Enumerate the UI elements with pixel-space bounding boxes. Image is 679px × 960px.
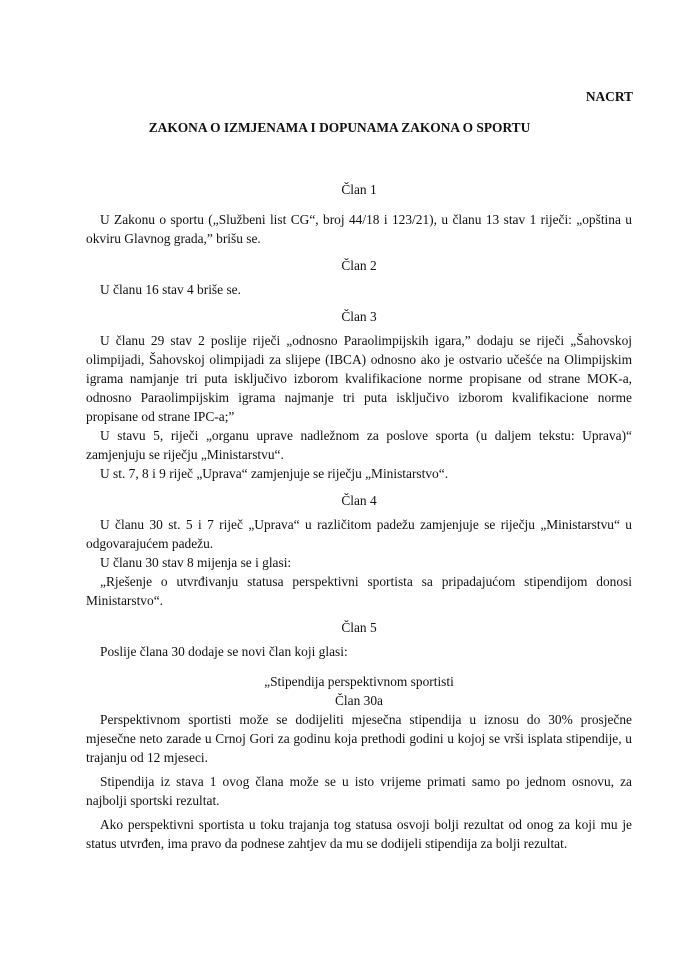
article-3-paragraph-2: U stavu 5, riječi „organu uprave nadležnom za poslove sporta (u daljem tekstu: Uprava)“ zamjenjuju se riječju „Ministarstvu“. — [86, 428, 632, 462]
article-30a-paragraph-1: Perspektivnom sportisti može se dodijeliti mjesečna stipendija u iznosu do 30% prosječne mjesečne neto zarade u Crnoj Gori za godinu koja prethodi godini u kojoj se vrši isplata stipendije, u trajanju od 12 mjeseci. — [86, 712, 632, 765]
article-3-paragraph-3: U st. 7, 8 i 9 riječ „Uprava“ zamjenjuje se riječju „Ministarstvo“. — [100, 466, 449, 481]
article-3-heading: Član 3 — [341, 309, 377, 324]
article-2-paragraph-1: U članu 16 stav 4 briše se. — [100, 282, 241, 297]
article-3-paragraph-1: U članu 29 stav 2 poslije riječi „odnosno Paraolimpijskih igara,” dodaju se riječi „Šahovskoj olimpijadi, Šahovskoj olimpijadi za slijepe (IBCA) odnosno ako je ostvario učešće na Olimpijskim igrama namjanje tri puta isključivo izborom kvalifikacione norme propisane od strane MOK-a, odnosno Paraolimpijskim igrama najmanje tri puta isključivo izborom kvalifikacione norme propisane od strane IPC-a;” — [86, 333, 632, 424]
document-body — [86, 180, 632, 853]
article-4-paragraph-2: U članu 30 stav 8 mijenja se i glasi: — [100, 555, 292, 570]
article-2-heading: Član 2 — [341, 258, 377, 273]
article-4-paragraph-3: „Rješenje o utvrđivanju statusa perspektivni sportista sa pripadajućom stipendijom donosi Ministarstvo“. — [86, 574, 632, 608]
article-1-paragraph-1: U Zakonu o sportu („Službeni list CG“, broj 44/18 i 123/21), u članu 13 stav 1 riječi: „opština u okviru Glavnog grada,” brišu se. — [86, 212, 632, 246]
article-30a-paragraph-3: Ako perspektivni sportista u toku trajanja tog statusa osvoji bolji rezultat od onog za koji mu je status utvrđen, ima pravo da podnese zahtjev da mu se dodijeli stipendija za bolji rezultat. — [86, 817, 632, 851]
draft-label: NACRT — [585, 89, 633, 104]
document-title: ZAKONA O IZMJENAMA I DOPUNAMA ZAKONA O SPORTU — [148, 120, 531, 135]
article-4-paragraph-1: U članu 30 st. 5 i 7 riječ „Uprava“ u različitom padežu zamjenjuje se riječju „Ministarstvu“ u odgovarajućem padežu. — [86, 517, 632, 551]
article-4-heading: Član 4 — [341, 493, 377, 508]
article-30a-paragraph-2: Stipendija iz stava 1 ovog člana može se u isto vrijeme primati samo po jednom osnovu, za najbolji sportski rezultat. — [86, 774, 632, 808]
article-1-heading: Član 1 — [341, 182, 377, 197]
article-30a-subtitle: „Stipendija perspektivnom sportisti — [264, 674, 454, 689]
article-5-heading: Član 5 — [341, 620, 377, 635]
article-5-paragraph-1: Poslije člana 30 dodaje se novi član koji glasi: — [100, 644, 348, 659]
article-30a-heading: Član 30a — [335, 693, 383, 708]
